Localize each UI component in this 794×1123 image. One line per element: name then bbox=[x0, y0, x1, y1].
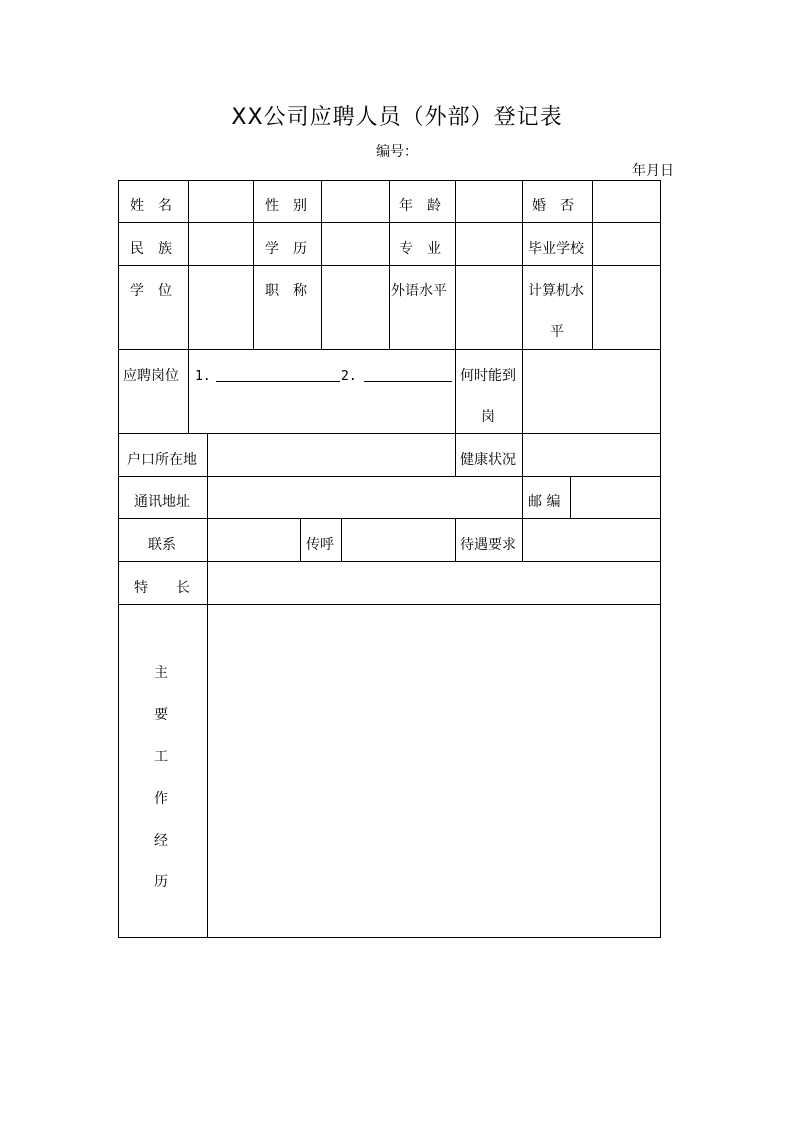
education-label: 学 历 bbox=[265, 241, 307, 257]
age-label: 年 龄 bbox=[399, 198, 441, 214]
col-line bbox=[341, 518, 342, 562]
ethnicity-label: 民 族 bbox=[130, 241, 172, 257]
hukou-label: 户口所在地 bbox=[127, 452, 197, 468]
col-line bbox=[207, 518, 208, 562]
work-history-label-char: 主 bbox=[154, 665, 168, 681]
row-line bbox=[118, 604, 661, 605]
contact-label: 联系 bbox=[148, 537, 176, 553]
row-line bbox=[118, 561, 661, 562]
row-line bbox=[118, 476, 661, 477]
serial-number-label: 编号： bbox=[376, 144, 418, 160]
col-line bbox=[455, 518, 456, 562]
salary-expectation-label: 待遇要求 bbox=[460, 537, 516, 553]
col-line bbox=[660, 180, 661, 938]
computer-level-label-line2: 平 bbox=[550, 324, 564, 340]
start-date-label-line1: 何时能到 bbox=[460, 368, 516, 384]
work-history-label-char: 历 bbox=[154, 874, 168, 890]
col-line bbox=[455, 349, 456, 434]
work-history-label-char: 经 bbox=[154, 833, 168, 849]
row-line bbox=[118, 937, 661, 938]
position-label: 应聘岗位 bbox=[123, 368, 179, 384]
col-line bbox=[188, 349, 189, 434]
degree-label: 学 位 bbox=[130, 283, 172, 299]
start-date-label-line2: 岗 bbox=[481, 409, 495, 425]
col-line bbox=[522, 180, 523, 350]
col-line bbox=[570, 476, 571, 519]
postcode-label: 邮 编 bbox=[528, 494, 561, 510]
position-choice-2: 2. bbox=[341, 369, 357, 384]
col-line bbox=[118, 180, 119, 938]
work-history-label-char: 要 bbox=[154, 707, 168, 723]
col-line bbox=[389, 180, 390, 350]
date-label: 年月日 bbox=[632, 163, 674, 179]
pager-label: 传呼 bbox=[306, 537, 334, 553]
major-label: 专 业 bbox=[399, 241, 441, 257]
gender-label: 性 别 bbox=[265, 198, 307, 214]
computer-level-label-line1: 计算机水 bbox=[528, 283, 584, 299]
col-line bbox=[522, 518, 523, 562]
col-line bbox=[321, 180, 322, 350]
col-line bbox=[522, 433, 523, 477]
work-history-label-char: 工 bbox=[154, 749, 168, 765]
professional-title-label: 职 称 bbox=[265, 283, 307, 299]
col-line bbox=[188, 180, 189, 350]
position-choice-1-line bbox=[216, 381, 340, 382]
address-label: 通讯地址 bbox=[134, 494, 190, 510]
col-line bbox=[207, 561, 208, 938]
col-line bbox=[207, 433, 208, 477]
health-label: 健康状况 bbox=[460, 452, 516, 468]
col-line bbox=[592, 180, 593, 350]
col-line bbox=[455, 433, 456, 477]
col-line bbox=[455, 180, 456, 350]
form-title: XX公司应聘人员（外部）登记表 bbox=[231, 105, 563, 130]
marital-status-label: 婚 否 bbox=[532, 198, 574, 214]
col-line bbox=[522, 476, 523, 519]
skills-label: 特 长 bbox=[134, 580, 190, 596]
col-line bbox=[300, 518, 301, 562]
row-line bbox=[118, 433, 661, 434]
row-line bbox=[118, 518, 661, 519]
language-level-label: 外语水平 bbox=[391, 283, 447, 299]
position-choice-1: 1. bbox=[195, 369, 211, 384]
registration-form-table bbox=[118, 180, 661, 938]
position-choice-2-line bbox=[364, 381, 452, 382]
col-line bbox=[253, 180, 254, 350]
school-label: 毕业学校 bbox=[528, 241, 584, 257]
name-label: 姓 名 bbox=[130, 198, 172, 214]
col-line bbox=[522, 349, 523, 434]
work-history-label-char: 作 bbox=[154, 791, 168, 807]
col-line bbox=[207, 476, 208, 519]
